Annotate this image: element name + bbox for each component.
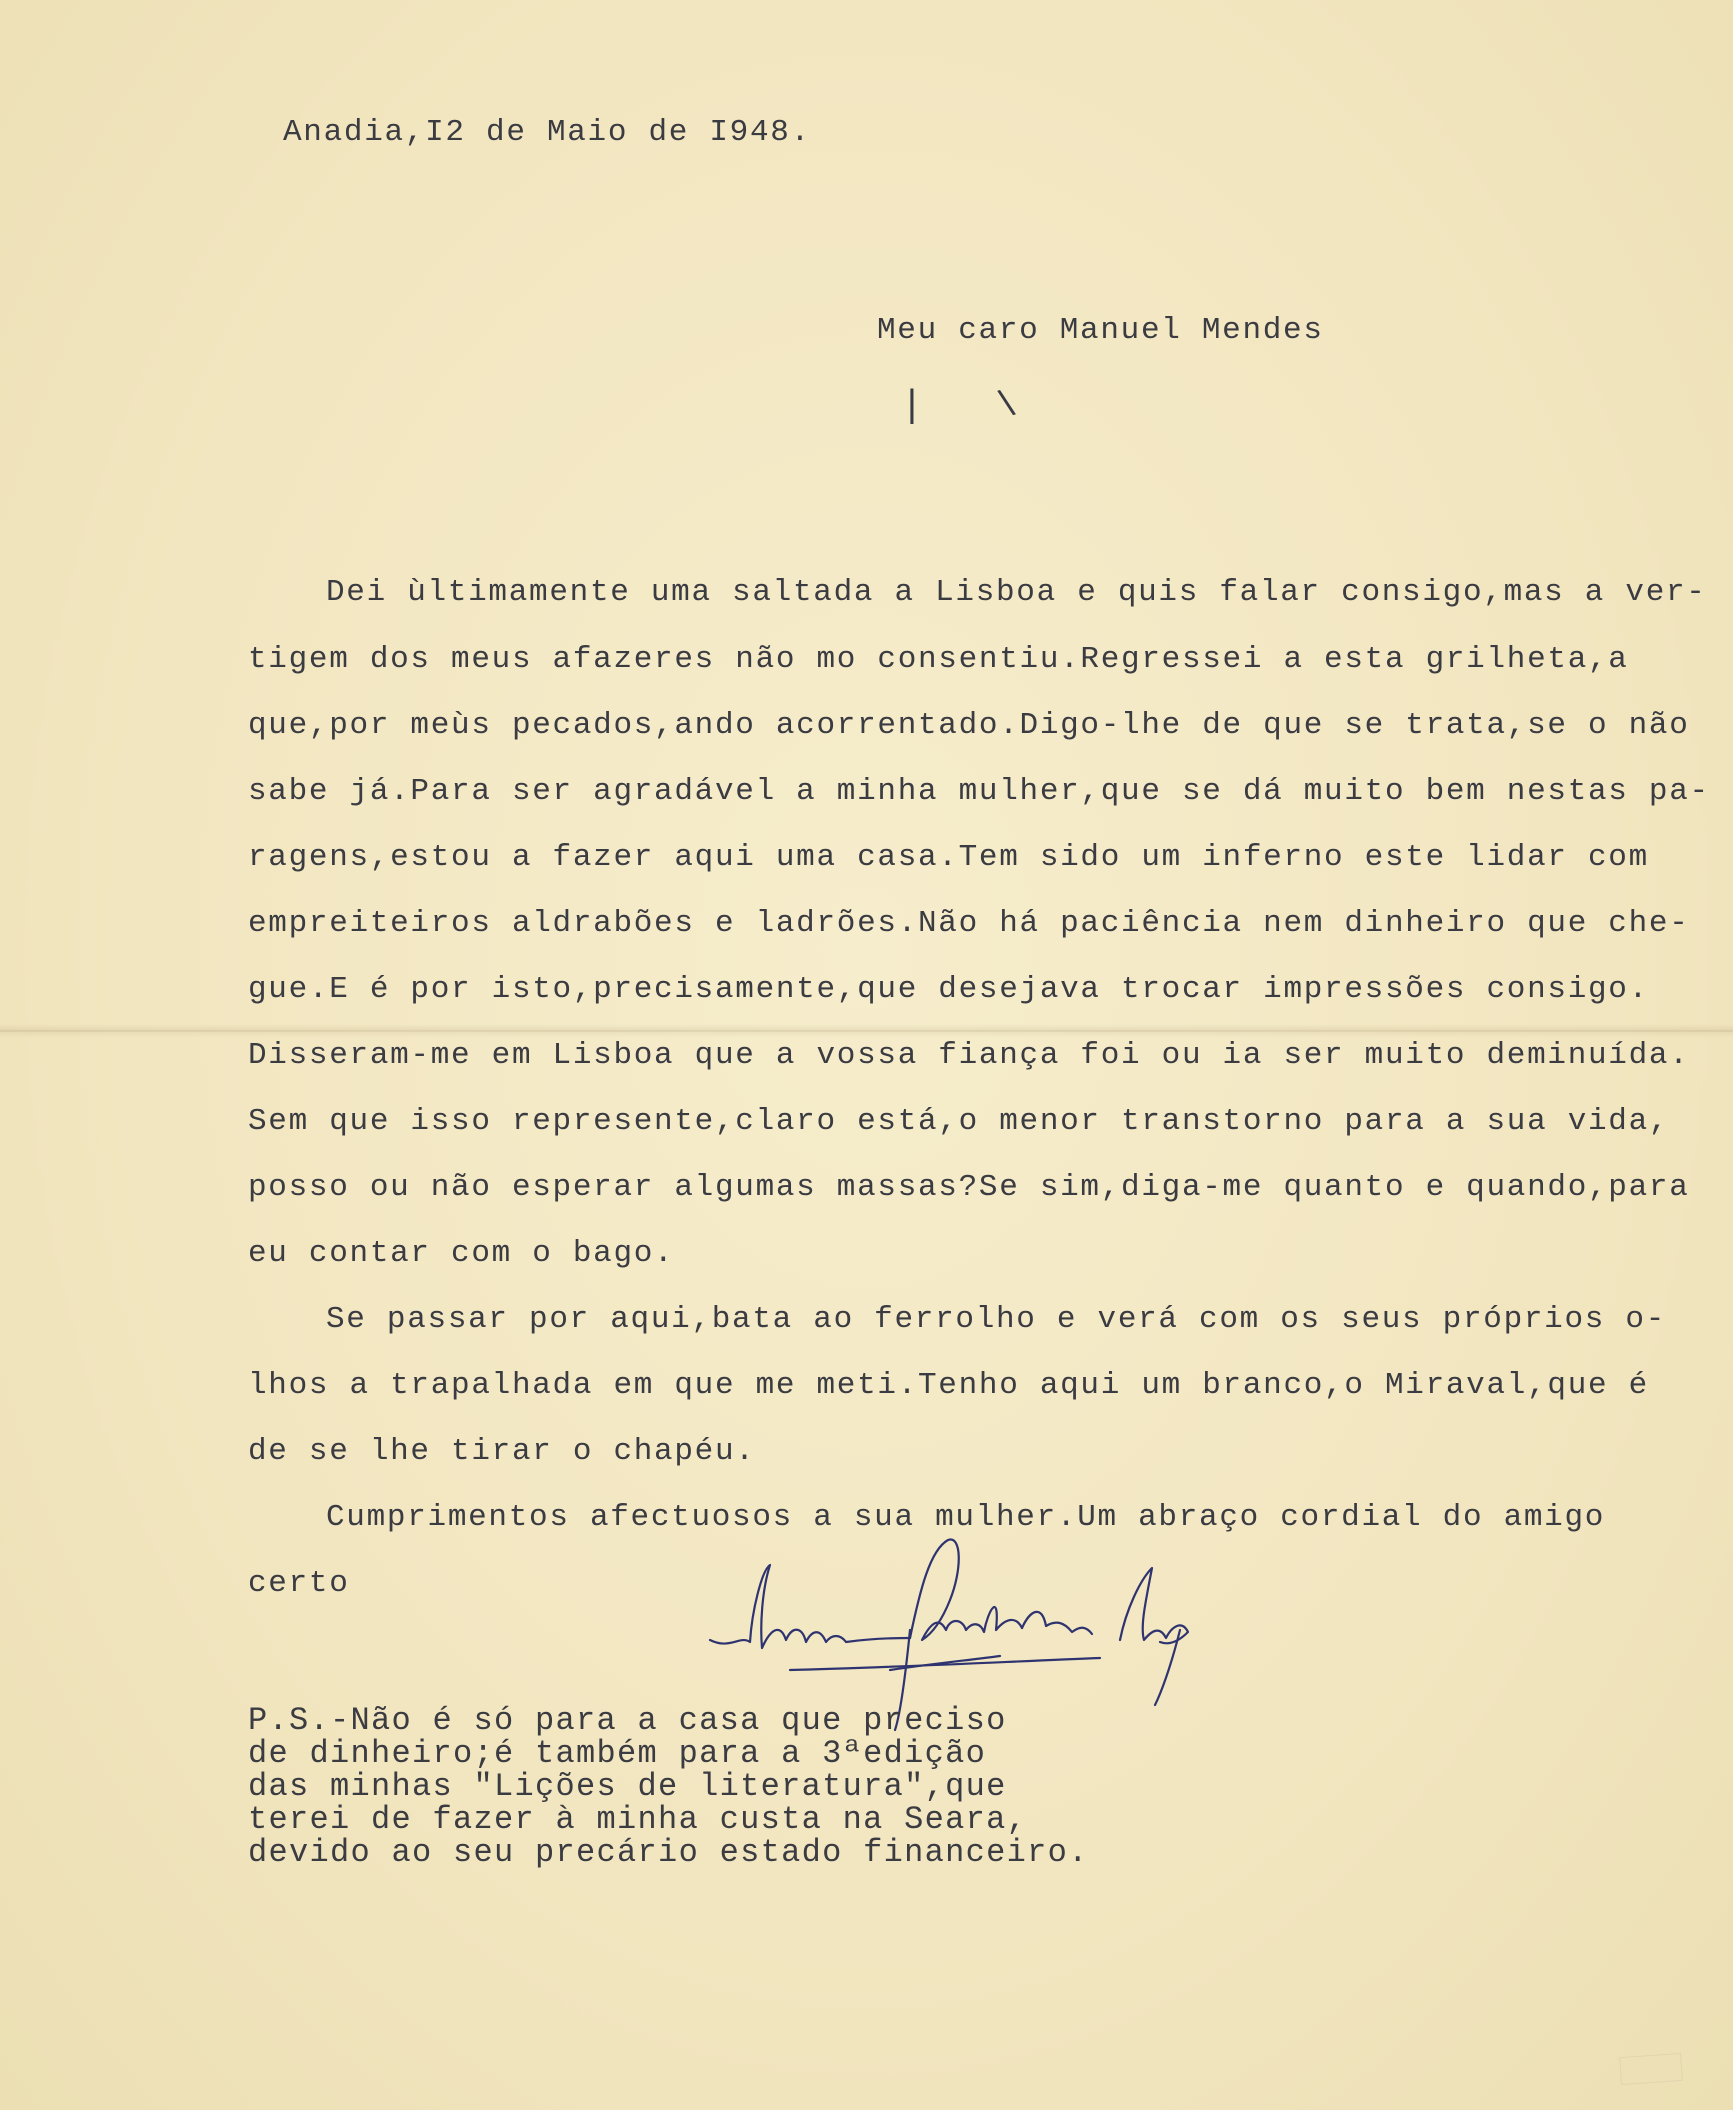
- body-line: Cumprimentos afectuosos a sua mulher.Um abraço cordial do amigo: [326, 1500, 1606, 1535]
- body-line: lhos a trapalhada em que me meti.Tenho aqui um branco,o Miraval,que é: [248, 1368, 1649, 1403]
- body-line: de se lhe tirar o chapéu.: [248, 1434, 756, 1469]
- archive-stamp-mark: [1619, 2053, 1683, 2085]
- body-line: Dei ùltimamente uma saltada a Lisboa e quis falar consigo,mas a ver-: [326, 575, 1707, 610]
- body-line: posso ou não esperar algumas massas?Se sim,diga-me quanto e quando,para: [248, 1170, 1690, 1205]
- body-line: tigem dos meus afazeres não mo consentiu.Regressei a esta grilheta,a: [248, 642, 1629, 677]
- body-line: Disseram-me em Lisboa que a vossa fiança foi ou ia ser muito deminuída.: [248, 1038, 1690, 1073]
- ps-line: de dinheiro;é também para a 3ªedição: [248, 1735, 987, 1772]
- body-line: eu contar com o bago.: [248, 1236, 675, 1271]
- letter-salutation: Meu caro Manuel Mendes: [877, 313, 1324, 348]
- letter-date: Anadia,I2 de Maio de I948.: [283, 115, 811, 150]
- pencil-mark: \: [995, 382, 1019, 426]
- body-line: empreiteiros aldrabões e ladrões.Não há paciência nem dinheiro que che-: [248, 906, 1690, 941]
- body-line: que,por meùs pecados,ando acorrentado.Digo-lhe de que se trata,se o não: [248, 708, 1690, 743]
- body-line: sabe já.Para ser agradável a minha mulher,que se dá muito bem nestas pa-: [248, 774, 1710, 809]
- ps-line: P.S.-Não é só para a casa que preciso: [248, 1702, 1007, 1739]
- pencil-mark: |: [907, 383, 917, 425]
- ps-line: das minhas "Lições de literatura",que: [248, 1768, 1007, 1805]
- body-line: Se passar por aqui,bata ao ferrolho e verá com os seus próprios o-: [326, 1302, 1666, 1337]
- ps-line: terei de fazer à minha custa na Seara,: [248, 1801, 1028, 1838]
- ps-line: devido ao seu precário estado financeiro.: [248, 1834, 1089, 1871]
- body-line: ragens,estou a fazer aqui uma casa.Tem sido um inferno este lidar com: [248, 840, 1649, 875]
- body-line: certo: [248, 1566, 350, 1601]
- fold-crease: [0, 1030, 1733, 1032]
- handwritten-signature: [700, 1530, 1220, 1730]
- body-line: Sem que isso represente,claro está,o menor transtorno para a sua vida,: [248, 1104, 1670, 1139]
- body-line: gue.E é por isto,precisamente,que desejava trocar impressões consigo.: [248, 972, 1649, 1007]
